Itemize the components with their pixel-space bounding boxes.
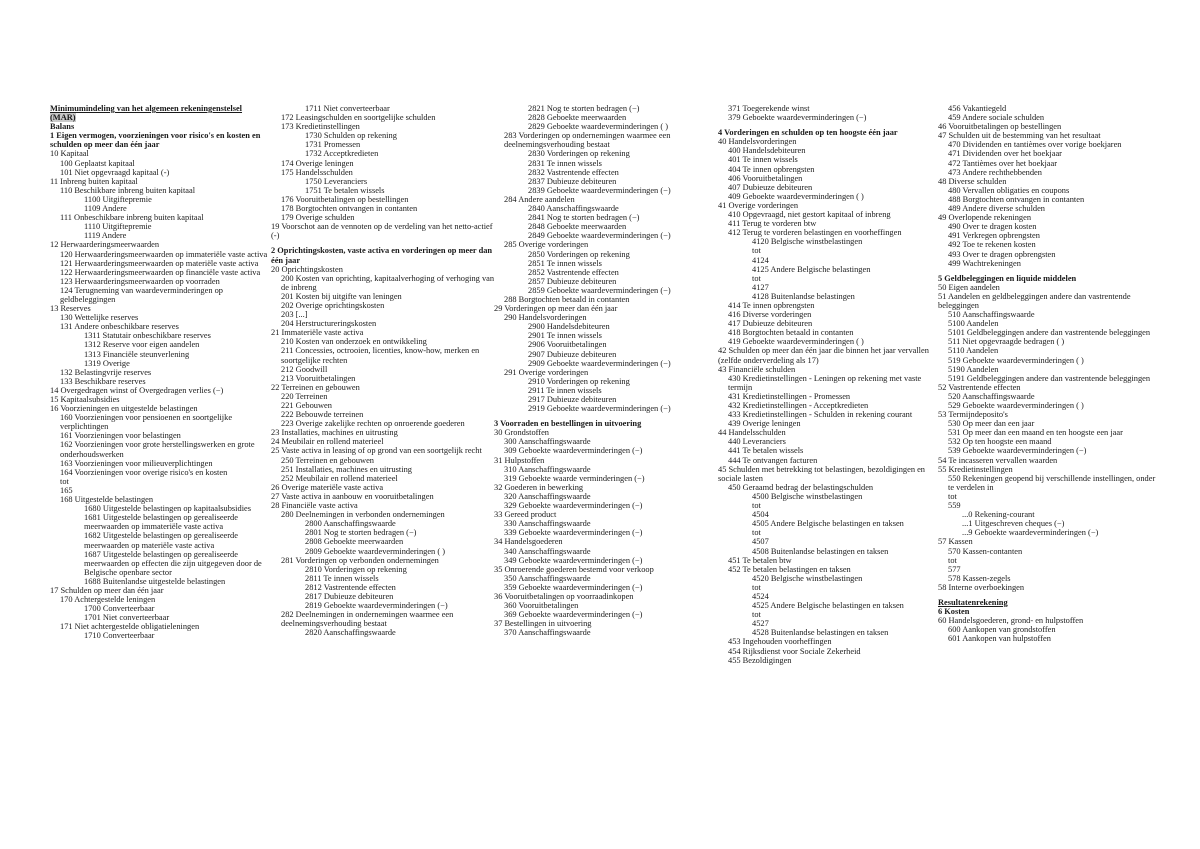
- account-line: 2911 Te innen wissels: [528, 385, 602, 395]
- account-line: 123 Herwaarderingsmeerwaarden op voorraden: [60, 276, 220, 286]
- account-line: 450 Geraamd bedrag der belastingschulden: [728, 482, 874, 492]
- account-line: 531 Op meer dan een maand en ten hoogste een jaar: [948, 428, 1123, 438]
- section-heading: 2 Oprichtingskosten, vaste activa en vorderingen op meer dan één jaar: [271, 246, 493, 265]
- account-line: 2917 Dubieuze debiteuren: [528, 395, 617, 404]
- column-2: [271, 104, 497, 637]
- account-line: 2820 Aanschaffingswaarde: [305, 628, 396, 638]
- account-line: 202 Overige oprichtingskosten: [281, 300, 385, 310]
- account-line: 2801 Nog te storten bedragen (−): [305, 528, 417, 538]
- account-line: 48 Diverse schulden: [938, 176, 1007, 186]
- account-line: 223 Overige zakelijke rechten op onroerende goederen: [281, 419, 465, 429]
- account-line: 379 Geboekte waardeverminderingen (−): [728, 113, 867, 123]
- account-line: 203 [...]: [281, 310, 308, 320]
- account-line: 550 Rekeningen geopend bij verschillende instellingen, onder te verdelen in: [948, 473, 1156, 492]
- account-line: 319 Geboekte waarde verminderingen (−): [504, 473, 645, 483]
- account-line: 4124: [752, 255, 769, 265]
- account-line: 2821 Nog te storten bedragen (−): [528, 104, 640, 113]
- account-line: 2812 Vastrentende effecten: [305, 582, 396, 592]
- account-line: 36 Vooruitbetalingen op voorraadinkopen: [494, 591, 634, 601]
- column-4: [718, 104, 936, 665]
- account-line: 2848 Geboekte meerwaarden: [528, 222, 627, 232]
- account-line: 47 Schulden uit de bestemming van het resultaat: [938, 131, 1101, 141]
- account-line: 2840 Aanschaffingswaarde: [528, 204, 619, 214]
- account-line: 2859 Geboekte waardeverminderingen (−): [528, 285, 671, 295]
- account-line: 577: [948, 564, 961, 574]
- account-line: 490 Over te dragen kosten: [948, 222, 1037, 232]
- account-line: 309 Geboekte waardeverminderingen (−): [504, 446, 643, 456]
- account-line: 111 Onbeschikbare inbreng buiten kapitaal: [60, 213, 204, 223]
- account-line: 212 Goodwill: [281, 364, 328, 374]
- account-line: 410 Opgevraagd, niet gestort kapitaal of inbreng: [728, 210, 891, 220]
- account-line: 2837 Dubieuze debiteuren: [528, 176, 617, 186]
- account-line: 431 Kredietinstellingen - Promessen: [728, 391, 851, 401]
- account-line: 1730 Schulden op rekening: [305, 131, 397, 141]
- account-line: 559: [948, 501, 961, 511]
- section-heading: Balans: [50, 122, 75, 132]
- account-line: 491 Verkregen opbrengsten: [948, 231, 1040, 241]
- account-line: 1313 Financiële steunverlening: [84, 349, 190, 359]
- account-line: 280 Deelnemingen in verbonden ondernemingen: [281, 510, 445, 520]
- account-line: 4525 Andere Belgische belastingen en taksen: [752, 601, 904, 611]
- account-line: ...0 Rekening-courant: [962, 510, 1035, 520]
- account-line: 17 Schulden op meer dan één jaar: [50, 585, 164, 595]
- account-line: 488 Borgtochten ontvangen in contanten: [948, 194, 1085, 204]
- account-line: 22 Terreinen en gebouwen: [271, 382, 360, 392]
- account-line: 20 Oprichtingskosten: [271, 264, 343, 274]
- account-line: 2831 Te innen wissels: [528, 158, 602, 168]
- account-line: 21 Immateriële vaste activa: [271, 328, 364, 338]
- section-heading: 3 Voorraden en bestellingen in uitvoering: [494, 419, 642, 429]
- account-line: 2919 Geboekte waardeverminderingen (−): [528, 404, 671, 414]
- account-line: 359 Geboekte waardeverminderingen (−): [504, 582, 643, 592]
- account-line: 411 Terug te vorderen btw: [728, 219, 817, 229]
- account-line: 41 Overige vorderingen: [718, 200, 799, 210]
- account-line: 31 Hulpstoffen: [494, 455, 545, 465]
- account-line: 44 Handelsschulden: [718, 428, 786, 438]
- column-3: [494, 104, 716, 637]
- account-line: 32 Goederen in bewerking: [494, 482, 584, 492]
- account-line: 1700 Converteerbaar: [84, 604, 155, 614]
- account-line: 121 Herwaarderingsmeerwaarden op materiële vaste activa: [60, 258, 259, 268]
- account-line: 2851 Te innen wissels: [528, 258, 602, 268]
- account-line: 213 Vooruitbetalingen: [281, 373, 356, 383]
- column-1: [50, 104, 272, 641]
- account-line: 37 Bestellingen in uitvoering: [494, 619, 592, 629]
- account-line: 173 Kredietinstellingen: [281, 122, 360, 132]
- account-line: 5110 Aandelen: [948, 346, 999, 356]
- account-line: 4507: [752, 537, 769, 547]
- account-line: 288 Borgtochten betaald in contanten: [504, 294, 630, 304]
- account-line: 433 Kredietinstellingen - Schulden in rekening courant: [728, 410, 913, 420]
- account-line: 164 Voorzieningen voor overige risico's en kosten: [60, 467, 228, 477]
- account-line: 1680 Uitgestelde belastingen op kapitaalsubsidies: [84, 504, 252, 514]
- account-line: 163 Voorzieningen voor milieuverplichtingen: [60, 458, 213, 468]
- account-line: 4527: [752, 619, 769, 629]
- account-line: 24 Meubilair en rollend materieel: [271, 437, 384, 447]
- account-line: 252 Meubilair en rollend materieel: [281, 473, 398, 483]
- account-line: 454 Rijksdienst voor Sociale Zekerheid: [728, 646, 861, 656]
- account-line: 19 Voorschot aan de vennoten op de verdeling van het netto-actief (-): [271, 222, 493, 241]
- account-line: 122 Herwaarderingsmeerwaarden op financiële vaste activa: [60, 267, 261, 277]
- account-line: 400 Handelsdebiteuren: [728, 146, 806, 156]
- account-line: 401 Te innen wissels: [728, 155, 798, 165]
- account-line: 371 Toegerekende winst: [728, 104, 810, 113]
- account-line: 1701 Niet converteerbaar: [84, 613, 170, 623]
- account-line: 529 Geboekte waardeverminderingen ( ): [948, 401, 1084, 410]
- account-line: 49 Overlopende rekeningen: [938, 213, 1032, 223]
- account-line: 601 Aankopen van hulpstoffen: [948, 634, 1051, 644]
- account-line: 162 Voorzieningen voor grote herstellingswerken en grote onderhoudswerken: [60, 440, 255, 459]
- account-line: 281 Vorderingen op verbonden ondernemingen: [281, 555, 439, 565]
- account-line: 178 Borgtochten ontvangen in contanten: [281, 204, 418, 214]
- account-line: 5101 Geldbeleggingen andere dan vastrentende beleggingen: [948, 328, 1151, 338]
- account-line: 1312 Reserve voor eigen aandelen: [84, 340, 200, 350]
- account-line: 43 Financiële schulden: [718, 364, 796, 374]
- account-line: 430 Kredietinstellingen - Leningen op rekening met vaste termijn: [728, 373, 922, 392]
- account-line: 2901 Te innen wissels: [528, 331, 602, 341]
- account-line: 350 Aanschaffingswaarde: [504, 573, 591, 583]
- account-line: 2850 Vorderingen op rekening: [528, 249, 630, 259]
- account-line: 406 Vooruitbetalingen: [728, 173, 803, 183]
- account-line: 4520 Belgische winstbelastingen: [752, 573, 863, 583]
- account-line: 1681 Uitgestelde belastingen op gerealiseerde meerwaarden op immateriële vaste activa: [84, 513, 238, 532]
- account-line: 2800 Aanschaffingswaarde: [305, 519, 396, 529]
- account-line: 285 Overige vorderingen: [504, 240, 589, 250]
- account-line: 444 Te ontvangen facturen: [728, 455, 818, 465]
- account-line: 2830 Vorderingen op rekening: [528, 149, 630, 159]
- account-line: 578 Kassen-zegels: [948, 573, 1011, 583]
- account-line: 101 Niet opgevraagd kapitaal (-): [60, 167, 170, 177]
- account-line: 404 Te innen opbrengsten: [728, 164, 815, 174]
- account-line: 4128 Buitenlandse belastingen: [752, 291, 855, 301]
- account-line: 470 Dividenden en tantièmes over vorige boekjaren: [948, 140, 1122, 150]
- account-line: 2849 Geboekte waardeverminderingen (−): [528, 231, 671, 241]
- account-line: 2906 Vooruitbetalingen: [528, 340, 607, 350]
- account-line: 1711 Niet converteerbaar: [305, 104, 390, 113]
- account-line: 330 Aanschaffingswaarde: [504, 519, 591, 529]
- section-heading: Resultatenrekening: [938, 597, 1008, 607]
- account-line: 320 Aanschaffingswaarde: [504, 491, 591, 501]
- account-line: 283 Vorderingen op ondernemingen waarmee een deelnemingsverhouding bestaat: [504, 131, 671, 150]
- account-line: 2829 Geboekte waardeverminderingen ( ): [528, 122, 668, 132]
- account-line: 432 Kredietinstellingen - Acceptkredieten: [728, 401, 869, 410]
- account-line: 5190 Aandelen: [948, 364, 999, 374]
- account-line: 441 Te betalen wissels: [728, 446, 804, 456]
- account-line: 4508 Buitenlandse belastingen en taksen: [752, 546, 889, 556]
- account-line: 200 Kosten van oprichting, kapitaalverhoging of verhoging van de inbreng: [281, 273, 495, 292]
- account-line: 161 Voorzieningen voor belastingen: [60, 431, 181, 441]
- account-line: 220 Terreinen: [281, 391, 328, 401]
- document-title: Minimumindeling van het algemeen rekeningenstelsel: [50, 104, 243, 113]
- account-line: 1119 Andere: [84, 231, 127, 241]
- account-line: 284 Andere aandelen: [504, 194, 575, 204]
- account-line: 165: [60, 485, 73, 495]
- account-line: 459 Andere sociale schulden: [948, 113, 1045, 123]
- account-line: 570 Kassen-contanten: [948, 546, 1023, 556]
- account-line: 291 Overige vorderingen: [504, 367, 589, 377]
- account-line: 2808 Geboekte meerwaarden: [305, 537, 404, 547]
- account-line: 1319 Overige: [84, 358, 130, 368]
- account-line: 418 Borgtochten betaald in contanten: [728, 328, 854, 338]
- account-line: 35 Onroerende goederen bestemd voor verkoop: [494, 564, 654, 574]
- account-line: 1311 Statutair onbeschikbare reserves: [84, 331, 211, 341]
- account-line: 124 Terugneming van waardeverminderingen op geldbeleggingen: [60, 285, 223, 304]
- account-line: 2839 Geboekte waardeverminderingen (−): [528, 185, 671, 195]
- account-line: 30 Grondstoffen: [494, 428, 549, 438]
- account-line: 600 Aankopen van grondstoffen: [948, 625, 1056, 635]
- account-line: 339 Geboekte waardeverminderingen (−): [504, 528, 643, 538]
- account-line: 14 Overgedragen winst of Overgedragen verlies (−): [50, 385, 224, 395]
- account-line: 471 Dividenden over het boekjaar: [948, 149, 1062, 159]
- account-line: 340 Aanschaffingswaarde: [504, 546, 591, 556]
- account-line: 46 Vooruitbetalingen op bestellingen: [938, 122, 1062, 132]
- account-line: 130 Wettelijke reserves: [60, 313, 139, 323]
- account-line: 329 Geboekte waardeverminderingen (−): [504, 501, 643, 511]
- account-line: 15 Kapitaalsubsidies: [50, 395, 120, 404]
- account-line: 10 Kapitaal: [50, 149, 89, 159]
- account-line: 2900 Handelsdebiteuren: [528, 322, 610, 332]
- account-line: 4505 Andere Belgische belastingen en taksen: [752, 519, 904, 529]
- account-line: 5100 Aandelen: [948, 319, 999, 329]
- account-line: 120 Herwaarderingsmeerwaarden op immateriële vaste activa: [60, 249, 268, 259]
- account-line: 4125 Andere Belgische belastingen: [752, 264, 871, 274]
- account-line: 33 Gereed product: [494, 510, 557, 520]
- account-line: 12 Herwaarderingsmeerwaarden: [50, 240, 160, 250]
- account-line: tot: [752, 528, 761, 538]
- account-line: 174 Overige leningen: [281, 158, 354, 168]
- account-line: 170 Achtergestelde leningen: [60, 595, 156, 605]
- account-line: 23 Installaties, machines en uitrusting: [271, 428, 398, 438]
- account-line: 172 Leasingschulden en soortgelijke schulden: [281, 113, 436, 123]
- account-line: 349 Geboekte waardeverminderingen (−): [504, 555, 643, 565]
- account-line: tot: [752, 582, 761, 592]
- account-line: 511 Niet opgevraagde bedragen ( ): [948, 337, 1065, 347]
- account-line: 29 Vorderingen op meer dan één jaar: [494, 304, 618, 314]
- account-line: 40 Handelsvorderingen: [718, 137, 797, 147]
- account-line: 282 Deelnemingen in ondernemingen waarmee een deelnemingsverhouding bestaat: [281, 610, 454, 629]
- account-line: ...1 Uitgeschreven cheques (−): [962, 519, 1065, 529]
- account-line: 2852 Vastrentende effecten: [528, 267, 619, 277]
- account-line: 4127: [752, 282, 769, 292]
- account-line: 2809 Geboekte waardeverminderingen ( ): [305, 546, 445, 556]
- account-line: 510 Aanschaffingswaarde: [948, 310, 1035, 320]
- account-line: 2828 Geboekte meerwaarden: [528, 113, 627, 123]
- account-line: 1731 Promessen: [305, 140, 361, 150]
- account-line: 1710 Converteerbaar: [84, 631, 155, 641]
- account-line: 52 Vastrentende effecten: [938, 382, 1021, 392]
- account-line: 370 Aanschaffingswaarde: [504, 628, 591, 638]
- account-line: 409 Geboekte waardeverminderingen ( ): [728, 191, 864, 201]
- account-line: 4524: [752, 591, 769, 601]
- account-line: 519 Geboekte waardeverminderingen ( ): [948, 355, 1084, 365]
- account-line: 4120 Belgische winstbelastingen: [752, 237, 863, 247]
- account-line: 175 Handelsschulden: [281, 167, 353, 177]
- account-line: 1687 Uitgestelde belastingen op gerealiseerde meerwaarden op effecten die zijn uitgegeven door de Belgische openbare sector: [84, 549, 262, 577]
- account-line: 54 Te incasseren vervallen waarden: [938, 455, 1058, 465]
- account-line: 5191 Geldbeleggingen andere dan vastrentende beleggingen: [948, 373, 1151, 383]
- account-line: 210 Kosten van onderzoek en ontwikkeling: [281, 337, 427, 347]
- account-line: tot: [752, 273, 761, 283]
- account-line: 204 Herstructureringskosten: [281, 319, 377, 329]
- account-line: 1682 Uitgestelde belastingen op gerealiseerde meerwaarden op materiële vaste activa: [84, 531, 238, 550]
- account-line: 451 Te betalen btw: [728, 555, 792, 565]
- account-line: 251 Installaties, machines en uitrusting: [281, 464, 412, 474]
- account-line: 222 Bebouwde terreinen: [281, 410, 364, 420]
- account-line: 4504: [752, 510, 769, 520]
- account-line: 493 Over te dragen opbrengsten: [948, 249, 1056, 259]
- account-line: 439 Overige leningen: [728, 419, 801, 429]
- account-line: 440 Leveranciers: [728, 437, 786, 447]
- account-line: 133 Beschikbare reserves: [60, 376, 146, 386]
- account-line: 131 Andere onbeschikbare reserves: [60, 322, 179, 332]
- account-line: tot: [752, 246, 761, 256]
- account-line: 407 Dubieuze debiteuren: [728, 182, 813, 192]
- account-line: 51 Aandelen en geldbeleggingen andere dan vastrentende beleggingen: [938, 291, 1131, 310]
- account-line: 4528 Buitenlandse belastingen en taksen: [752, 628, 889, 638]
- account-line: 520 Aanschaffingswaarde: [948, 391, 1035, 401]
- account-line: 16 Voorzieningen en uitgestelde belastingen: [50, 404, 198, 414]
- highlighted-text: (MAR): [50, 113, 76, 123]
- section-heading: 1 Eigen vermogen, voorzieningen voor risico's en kosten en schulden op meer dan één jaar: [50, 131, 261, 150]
- account-line: 26 Overige materiële vaste activa: [271, 482, 384, 492]
- account-line: 11 Inbreng buiten kapitaal: [50, 176, 138, 186]
- account-line: 300 Aanschaffingswaarde: [504, 437, 591, 447]
- account-line: 1750 Leveranciers: [305, 176, 368, 186]
- account-line: 1751 Te betalen wissels: [305, 185, 385, 195]
- account-line: 179 Overige schulden: [281, 213, 355, 223]
- account-line: 472 Tantièmes over het boekjaar: [948, 158, 1058, 168]
- account-line: tot: [948, 555, 957, 565]
- account-line: 1109 Andere: [84, 204, 127, 214]
- column-5: [938, 104, 1160, 643]
- account-line: tot: [60, 476, 69, 486]
- section-heading: 5 Geldbeleggingen en liquide middelen: [938, 273, 1077, 283]
- account-line: 60 Handelsgoederen, grond- en hulpstoffen: [938, 616, 1084, 626]
- account-line: 160 Voorzieningen voor pensioenen en soortgelijke verplichtingen: [60, 413, 233, 432]
- account-line: 13 Reserves: [50, 304, 91, 314]
- account-line: 455 Bezoldigingen: [728, 655, 792, 665]
- account-line: 132 Belastingvrije reserves: [60, 367, 152, 377]
- account-line: 310 Aanschaffingswaarde: [504, 464, 591, 474]
- account-line: ...9 Geboekte waardeverminderingen (−): [962, 528, 1099, 538]
- account-line: 201 Kosten bij uitgifte van leningen: [281, 291, 402, 301]
- account-line: tot: [752, 610, 761, 620]
- account-line: 168 Uitgestelde belastingen: [60, 495, 154, 505]
- account-line: 1732 Acceptkredieten: [305, 149, 379, 159]
- account-line: 1100 Uitgiftepremie: [84, 194, 152, 204]
- account-line: 290 Handelsvorderingen: [504, 313, 587, 323]
- account-line: 419 Geboekte waardeverminderingen ( ): [728, 337, 864, 347]
- account-line: 45 Schulden met betrekking tot belastingen, bezoldigingen en sociale lasten: [718, 464, 925, 483]
- account-line: 42 Schulden op meer dan één jaar die binnen het jaar vervallen (zelfde onderverdeling als 17): [718, 346, 929, 365]
- account-line: 2819 Geboekte waardeverminderingen (−): [305, 601, 448, 611]
- account-line: 171 Niet achtergestelde obligatieleningen: [60, 622, 200, 632]
- account-line: 100 Geplaatst kapitaal: [60, 158, 135, 168]
- account-line: tot: [752, 501, 761, 511]
- account-line: 1688 Buitenlandse uitgestelde belastingen: [84, 576, 226, 586]
- account-line: 221 Gebouwen: [281, 401, 332, 410]
- account-line: 539 Geboekte waardeverminderingen (−): [948, 446, 1087, 456]
- account-line: 360 Vooruitbetalingen: [504, 601, 579, 611]
- account-line: 4500 Belgische winstbelastingen: [752, 491, 863, 501]
- account-line: 2910 Vorderingen op rekening: [528, 376, 630, 386]
- account-line: 2909 Geboekte waardeverminderingen (−): [528, 358, 671, 368]
- account-line: 473 Andere rechthebbenden: [948, 167, 1042, 177]
- account-line: 532 Op ten hoogste een maand: [948, 437, 1052, 447]
- account-line: 25 Vaste activa in leasing of op grond van een soortgelijk recht: [271, 446, 482, 456]
- account-line: tot: [948, 491, 957, 501]
- account-line: 1110 Uitgiftepremie: [84, 222, 152, 232]
- account-line: 2841 Nog te storten bedragen (−): [528, 213, 640, 223]
- section-heading: 6 Kosten: [938, 607, 970, 617]
- account-line: 369 Geboekte waardeverminderingen (−): [504, 610, 643, 620]
- account-line: 480 Vervallen obligaties en coupons: [948, 185, 1070, 195]
- account-line: 492 Toe te rekenen kosten: [948, 240, 1036, 250]
- account-line: 53 Termijndeposito's: [938, 410, 1008, 420]
- account-line: 27 Vaste activa in aanbouw en vooruitbetalingen: [271, 491, 434, 501]
- section-heading: 4 Vorderingen en schulden op ten hoogste één jaar: [718, 128, 898, 138]
- account-line: 28 Financiële vaste activa: [271, 501, 358, 511]
- account-line: 211 Concessies, octrooien, licenties, know-how, merken en soortgelijke rechten: [281, 346, 480, 365]
- account-line: 2810 Vorderingen op rekening: [305, 564, 407, 574]
- account-line: 58 Interne overboekingen: [938, 582, 1025, 592]
- account-line: 414 Te innen opbrengsten: [728, 300, 815, 310]
- account-line: 530 Op meer dan een jaar: [948, 419, 1035, 429]
- section-heading: [50, 113, 272, 122]
- account-line: 50 Eigen aandelen: [938, 282, 1000, 292]
- account-line: 2857 Dubieuze debiteuren: [528, 276, 617, 286]
- account-line: 55 Kredietinstellingen: [938, 464, 1013, 474]
- account-line: 176 Vooruitbetalingen op bestellingen: [281, 194, 409, 204]
- account-line: 456 Vakantiegeld: [948, 104, 1007, 113]
- account-line: 57 Kassen: [938, 537, 973, 547]
- account-line: 417 Dubieuze debiteuren: [728, 319, 813, 329]
- account-line: 34 Handelsgoederen: [494, 537, 563, 547]
- account-line: 489 Andere diverse schulden: [948, 204, 1045, 214]
- account-line: 2811 Te innen wissels: [305, 573, 379, 583]
- account-line: 412 Terug te vorderen belastingen en voorheffingen: [728, 228, 902, 238]
- account-line: 499 Wachtrekeningen: [948, 258, 1021, 268]
- account-line: 453 Ingehouden voorheffingen: [728, 637, 832, 647]
- account-line: 416 Diverse vorderingen: [728, 310, 812, 320]
- account-line: 2817 Dubieuze debiteuren: [305, 591, 394, 601]
- account-line: 452 Te betalen belastingen en taksen: [728, 564, 851, 574]
- account-line: 2832 Vastrentende effecten: [528, 167, 619, 177]
- account-line: 110 Beschikbare inbreng buiten kapitaal: [60, 185, 196, 195]
- account-line: 250 Terreinen en gebouwen: [281, 455, 374, 465]
- account-line: 2907 Dubieuze debiteuren: [528, 349, 617, 359]
